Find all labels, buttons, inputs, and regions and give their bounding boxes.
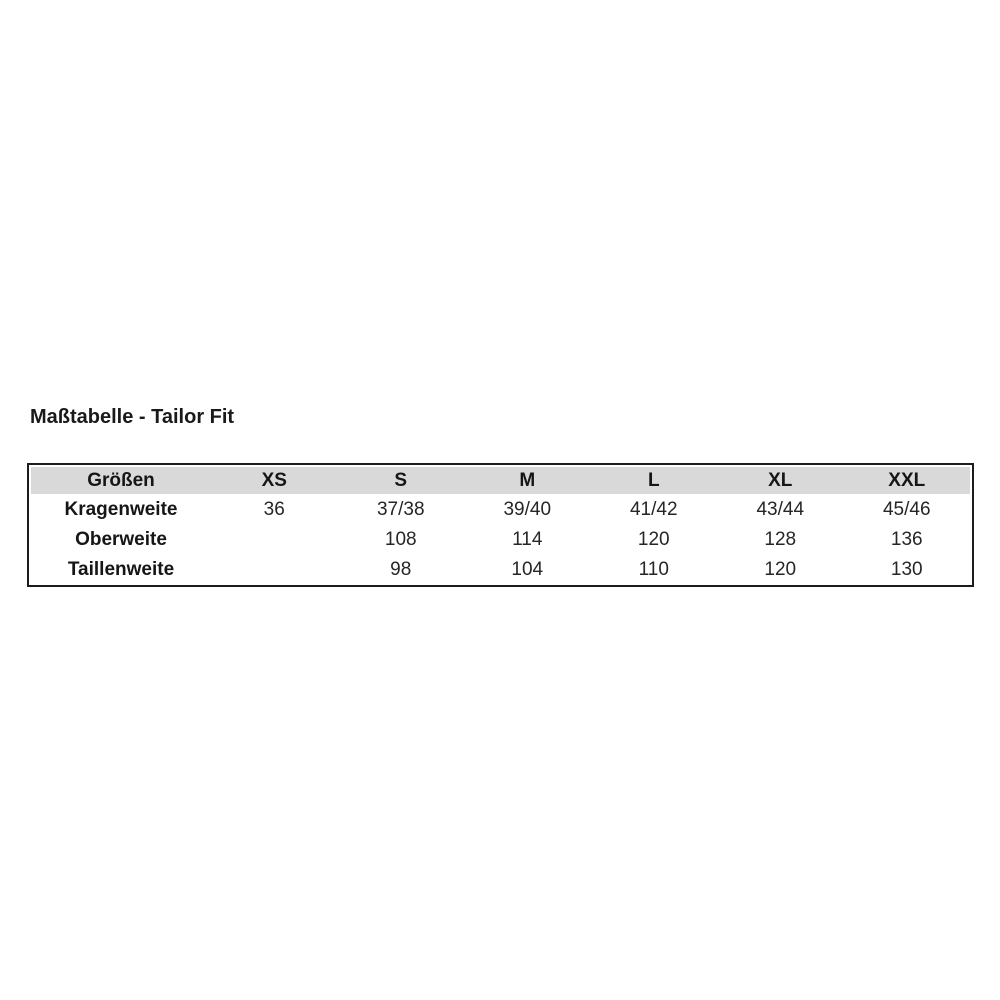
- table-row-oberweite: [31, 524, 970, 554]
- cell-value: 104: [511, 559, 544, 579]
- column-header-xs: XS: [261, 471, 287, 490]
- cell-value: 120: [637, 529, 670, 549]
- cell-value: 37/38: [376, 499, 425, 519]
- cell-value: 39/40: [503, 499, 552, 519]
- table-row-taillenweite: [31, 554, 970, 584]
- size-chart-title: Maßtabelle - Tailor Fit: [30, 406, 235, 428]
- cell-value: 45/46: [882, 499, 931, 519]
- cell-value: 41/42: [629, 499, 678, 519]
- table-header-row: [31, 467, 970, 494]
- column-header-groessen: Größen: [87, 471, 155, 490]
- size-chart-table: [27, 463, 974, 587]
- column-header-xxl: XXL: [888, 471, 926, 490]
- cell-value: 108: [384, 529, 417, 549]
- cell-value: 36: [263, 499, 285, 519]
- table-row-kragenweite: [31, 494, 970, 524]
- cell-value: 120: [764, 559, 797, 579]
- row-label: Kragenweite: [64, 499, 178, 519]
- cell-value: 110: [638, 559, 669, 579]
- column-header-xl: XL: [768, 471, 793, 490]
- cell-value: 43/44: [756, 499, 805, 519]
- column-header-m: M: [519, 471, 536, 490]
- cell-value: 136: [890, 529, 923, 549]
- cell-value: 130: [890, 559, 923, 579]
- cell-value: 114: [512, 529, 543, 549]
- row-label: Taillenweite: [67, 559, 175, 579]
- column-header-s: S: [394, 471, 408, 490]
- cell-value: 98: [390, 559, 412, 579]
- row-label: Oberweite: [75, 529, 167, 549]
- column-header-l: L: [647, 471, 660, 490]
- cell-value: 128: [764, 529, 797, 549]
